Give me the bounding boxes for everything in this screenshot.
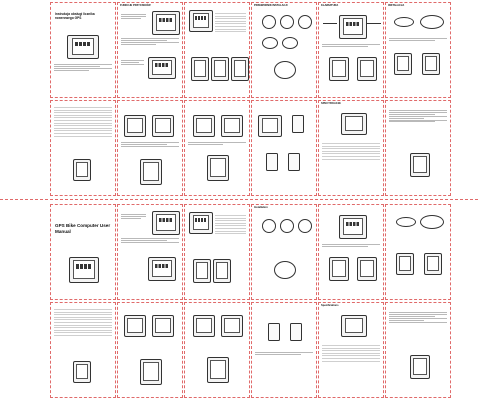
device-illustration xyxy=(424,253,442,275)
panel-text-block xyxy=(322,243,380,248)
feature-list xyxy=(215,213,246,236)
panel-text-block xyxy=(121,37,179,46)
panel-text-block xyxy=(389,109,447,123)
phone-illustration xyxy=(266,153,278,171)
device-illustration xyxy=(341,315,367,337)
device-illustration xyxy=(221,315,243,337)
mount-part-illustration xyxy=(262,219,276,233)
panel-screen-en xyxy=(184,204,250,300)
device-illustration xyxy=(422,53,440,75)
sheet-separator xyxy=(0,199,478,200)
device-illustration xyxy=(67,35,99,59)
device-illustration xyxy=(394,53,412,75)
panel-settings-2 xyxy=(184,100,250,196)
device-illustration xyxy=(124,115,146,137)
panel-specifications xyxy=(318,100,384,196)
device-illustration xyxy=(410,153,430,177)
device-illustration xyxy=(191,57,209,81)
feature-list xyxy=(215,11,246,34)
cover-text-block xyxy=(54,63,112,72)
device-illustration xyxy=(339,215,367,239)
mount-illustration xyxy=(396,217,416,227)
panel-app xyxy=(251,100,317,196)
panel-heading: SPECYFIKACJE xyxy=(321,102,341,105)
phone-illustration xyxy=(268,323,280,341)
device-illustration xyxy=(152,115,174,137)
panel-app-en xyxy=(251,302,317,398)
panel-text-block xyxy=(121,237,179,244)
panel-text-block xyxy=(389,37,447,42)
device-illustration xyxy=(189,10,213,32)
mount-part-illustration xyxy=(280,15,294,29)
device-illustration xyxy=(207,357,229,383)
device-illustration xyxy=(148,57,176,79)
panel-warranty-en xyxy=(385,302,451,398)
device-illustration xyxy=(231,57,249,81)
panel-settings-en-2 xyxy=(184,302,250,398)
panel-heading: PRZEWODNIK INSTALACJI xyxy=(254,4,288,7)
mount-illustration xyxy=(420,15,444,29)
device-illustration xyxy=(258,115,282,137)
panel-screen-layout xyxy=(184,2,250,98)
device-illustration xyxy=(329,57,349,81)
phone-illustration xyxy=(290,323,302,341)
panel-text-block xyxy=(121,141,179,148)
panel-buttons-en xyxy=(117,204,183,300)
panel-heading: FUNKCJE PRZYCISKÓW xyxy=(120,4,151,7)
panel-installation xyxy=(385,2,451,98)
device-illustration xyxy=(140,159,162,185)
panel-warranty xyxy=(385,100,451,196)
device-illustration xyxy=(152,211,180,235)
panel-parameter-table xyxy=(50,100,116,196)
device-illustration xyxy=(189,212,213,234)
device-illustration xyxy=(396,253,414,275)
device-illustration xyxy=(193,115,215,137)
device-illustration xyxy=(207,155,229,181)
panel-mount-en xyxy=(385,204,451,300)
mount-part-illustration xyxy=(298,15,312,29)
mount-part-illustration xyxy=(298,219,312,233)
panel-settings-en-1 xyxy=(117,302,183,398)
device-illustration xyxy=(211,57,229,81)
panel-installation-guide xyxy=(251,2,317,98)
manual-sheet-english xyxy=(50,204,450,398)
panel-specifications-en xyxy=(318,302,384,398)
spec-list xyxy=(322,141,380,161)
mount-part-illustration xyxy=(274,61,296,79)
phone-illustration xyxy=(288,153,300,171)
panel-text-block xyxy=(121,213,146,220)
callout-line xyxy=(323,23,337,24)
cover-panel xyxy=(50,204,116,300)
mount-illustration xyxy=(394,17,414,27)
panel-installation-en xyxy=(251,204,317,300)
mount-part-illustration xyxy=(282,37,298,49)
cover-title: Instrukcja obsługi licznika rowerowego GPS xyxy=(55,12,95,20)
device-illustration xyxy=(193,315,215,337)
panel-parameter-table-en xyxy=(50,302,116,398)
device-illustration xyxy=(73,361,91,383)
panel-settings-1 xyxy=(117,100,183,196)
device-illustration xyxy=(152,315,174,337)
panel-heading: INSTALACJA xyxy=(388,4,405,7)
panel-text-block xyxy=(255,351,313,356)
phone-illustration xyxy=(292,115,304,133)
panel-text-block xyxy=(188,141,246,146)
cover-panel xyxy=(50,2,116,98)
device-illustration xyxy=(140,359,162,385)
spec-list xyxy=(322,343,380,363)
cover-title: GPS Bike Computer User Manual xyxy=(55,223,111,234)
mount-illustration xyxy=(420,215,444,229)
device-illustration xyxy=(357,57,377,81)
panel-keyboard xyxy=(318,2,384,98)
device-illustration xyxy=(341,113,367,135)
device-illustration xyxy=(339,15,367,39)
device-illustration xyxy=(410,355,430,379)
device-illustration xyxy=(148,257,176,281)
mount-part-illustration xyxy=(262,37,278,49)
device-illustration xyxy=(73,159,91,181)
device-illustration xyxy=(124,315,146,337)
device-illustration xyxy=(221,115,243,137)
device-illustration xyxy=(152,11,180,35)
mount-part-illustration xyxy=(262,15,276,29)
panel-buttons xyxy=(117,2,183,98)
panel-text-block xyxy=(121,13,146,20)
panel-keyboard-en xyxy=(318,204,384,300)
panel-heading: Specifications xyxy=(321,304,339,307)
mount-part-illustration xyxy=(274,261,296,279)
parameter-table xyxy=(54,307,112,338)
panel-text-block xyxy=(389,311,447,323)
device-illustration xyxy=(213,259,231,283)
device-illustration xyxy=(193,259,211,283)
panel-heading: Installation xyxy=(254,206,268,209)
panel-text-block xyxy=(121,59,144,66)
parameter-table xyxy=(54,105,112,138)
device-illustration xyxy=(329,257,349,281)
callout-line xyxy=(367,23,381,24)
device-illustration xyxy=(357,257,377,281)
panel-text-block xyxy=(322,43,380,48)
mount-part-illustration xyxy=(280,219,294,233)
panel-heading: KLAWIATURA xyxy=(321,4,339,7)
device-illustration xyxy=(69,257,99,283)
manual-sheet-polish xyxy=(50,2,450,196)
